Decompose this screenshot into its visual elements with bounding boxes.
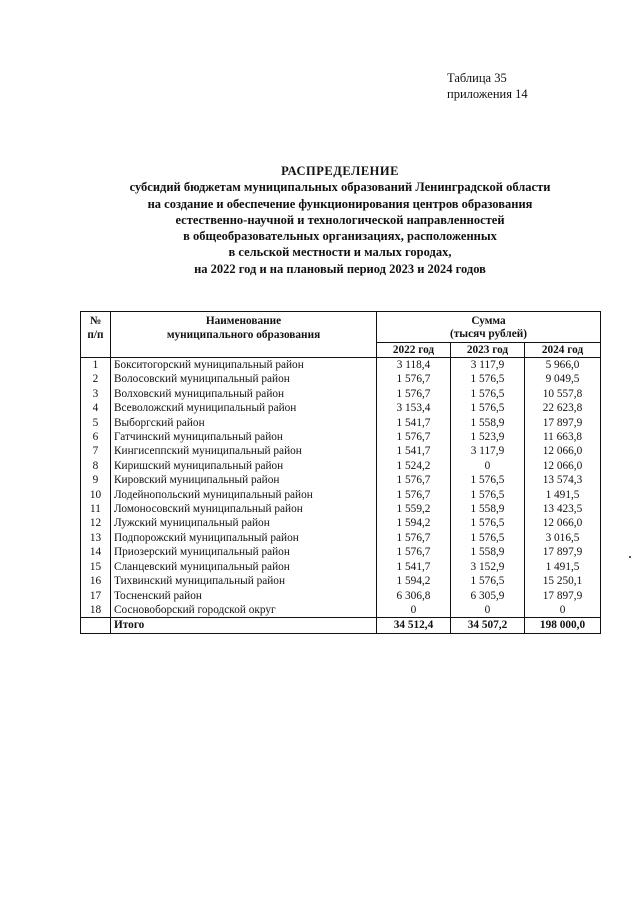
header-name-line1: Наименование [205, 315, 282, 327]
table-row [81, 387, 601, 401]
table-row [81, 574, 601, 588]
row-municipality-name: Приозерский муниципальный район [111, 545, 377, 559]
row-value-2024: 22 623,8 [525, 401, 601, 415]
table-row [81, 502, 601, 516]
table-row [81, 516, 601, 530]
row-municipality-name: Лодейнопольский муниципальный район [111, 488, 377, 502]
row-value-2022: 1 576,7 [377, 488, 451, 502]
header-year-2022: 2022 год [377, 343, 451, 358]
row-municipality-name: Киришский муниципальный район [111, 459, 377, 473]
row-number: 13 [81, 531, 111, 545]
row-municipality-name: Тосненский район [111, 589, 377, 603]
row-value-2023: 1 576,5 [451, 574, 525, 588]
row-value-2023: 1 576,5 [451, 387, 525, 401]
row-value-2024: 17 897,9 [525, 416, 601, 430]
row-value-2022: 0 [377, 603, 451, 618]
row-value-2023: 1 558,9 [451, 416, 525, 430]
row-municipality-name: Тихвинский муниципальный район [111, 574, 377, 588]
row-value-2022: 1 576,7 [377, 531, 451, 545]
table-row [81, 444, 601, 458]
table-reference [447, 70, 528, 102]
reference-appendix-number: приложения 14 [447, 87, 528, 101]
table-row [81, 372, 601, 386]
distribution-table [80, 311, 601, 634]
row-value-2022: 1 541,7 [377, 560, 451, 574]
row-municipality-name: Лужский муниципальный район [111, 516, 377, 530]
row-value-2022: 1 594,2 [377, 516, 451, 530]
table-row [81, 416, 601, 430]
row-municipality-name: Кировский муниципальный район [111, 473, 377, 487]
row-municipality-name: Ломоносовский муниципальный район [111, 502, 377, 516]
row-value-2023: 1 576,5 [451, 401, 525, 415]
row-municipality-name: Всеволожский муниципальный район [111, 401, 377, 415]
row-number: 15 [81, 560, 111, 574]
row-value-2023: 1 576,5 [451, 488, 525, 502]
row-number: 6 [81, 430, 111, 444]
title-heading: РАСПРЕДЕЛЕНИЕ [281, 164, 399, 178]
title-line: на 2022 год и на плановый период 2023 и 2024 годов [194, 261, 486, 276]
table-row [81, 473, 601, 487]
title-line: естественно-научной и технологической направленностей [175, 212, 505, 227]
header-name-line2: муниципального образования [166, 329, 321, 342]
row-value-2022: 1 594,2 [377, 574, 451, 588]
row-value-2024: 1 491,5 [525, 560, 601, 574]
row-value-2023: 1 523,9 [451, 430, 525, 444]
header-number [81, 312, 111, 358]
header-number-abbr: п/п [87, 329, 104, 342]
row-municipality-name: Сланцевский муниципальный район [111, 560, 377, 574]
row-value-2023: 0 [451, 603, 525, 618]
row-number: 14 [81, 545, 111, 559]
table-row [81, 589, 601, 603]
row-number: 10 [81, 488, 111, 502]
row-value-2024: 10 557,8 [525, 387, 601, 401]
title-line: в сельской местности и малых городах, [228, 245, 452, 260]
row-value-2022: 1 576,7 [377, 430, 451, 444]
row-municipality-name: Подпорожский муниципальный район [111, 531, 377, 545]
row-value-2023: 1 576,5 [451, 516, 525, 530]
row-value-2024: 12 066,0 [525, 459, 601, 473]
document-title [80, 163, 600, 277]
row-municipality-name: Волховский муниципальный район [111, 387, 377, 401]
row-value-2024: 13 574,3 [525, 473, 601, 487]
row-value-2022: 3 118,4 [377, 358, 451, 373]
total-2023: 34 507,2 [451, 618, 525, 634]
row-value-2024: 17 897,9 [525, 589, 601, 603]
row-value-2024: 11 663,8 [525, 430, 601, 444]
row-value-2023: 3 152,9 [451, 560, 525, 574]
header-name [111, 312, 377, 358]
row-value-2023: 6 305,9 [451, 589, 525, 603]
total-row [81, 618, 601, 634]
header-sum-line1: Сумма [471, 315, 506, 327]
row-number: 2 [81, 372, 111, 386]
row-number: 16 [81, 574, 111, 588]
row-municipality-name: Гатчинский муниципальный район [111, 430, 377, 444]
total-2022: 34 512,4 [377, 618, 451, 634]
row-value-2024: 9 049,5 [525, 372, 601, 386]
header-number-symbol: № [89, 315, 102, 327]
row-municipality-name: Сосновоборский городской округ [111, 603, 377, 618]
row-value-2023: 3 117,9 [451, 444, 525, 458]
row-number: 1 [81, 358, 111, 373]
row-value-2022: 1 576,7 [377, 545, 451, 559]
row-municipality-name: Кингисеппский муниципальный район [111, 444, 377, 458]
row-number: 7 [81, 444, 111, 458]
row-value-2023: 3 117,9 [451, 358, 525, 373]
table-body [81, 358, 601, 618]
row-value-2024: 12 066,0 [525, 444, 601, 458]
row-municipality-name: Бокситогорский муниципальный район [111, 358, 377, 373]
table-row [81, 531, 601, 545]
row-value-2024: 5 966,0 [525, 358, 601, 373]
row-value-2022: 1 541,7 [377, 416, 451, 430]
row-value-2024: 0 [525, 603, 601, 618]
row-value-2022: 1 576,7 [377, 387, 451, 401]
row-number: 11 [81, 502, 111, 516]
total-number-cell [81, 618, 111, 634]
row-number: 9 [81, 473, 111, 487]
header-sum-line2: (тысяч рублей) [449, 328, 528, 340]
row-value-2024: 1 491,5 [525, 488, 601, 502]
table-row [81, 560, 601, 574]
header-year-2023: 2023 год [451, 343, 525, 358]
row-value-2022: 1 524,2 [377, 459, 451, 473]
row-municipality-name: Выборгский район [111, 416, 377, 430]
row-number: 12 [81, 516, 111, 530]
row-number: 3 [81, 387, 111, 401]
title-line: в общеобразовательных организациях, расположенных [183, 229, 497, 244]
row-number: 18 [81, 603, 111, 618]
row-value-2024: 3 016,5 [525, 531, 601, 545]
row-value-2022: 1 576,7 [377, 473, 451, 487]
row-value-2023: 0 [451, 459, 525, 473]
row-value-2023: 1 558,9 [451, 545, 525, 559]
title-line: на создание и обеспечение функционирования центров образования [147, 196, 533, 211]
row-value-2023: 1 576,5 [451, 473, 525, 487]
row-number: 17 [81, 589, 111, 603]
table-row [81, 488, 601, 502]
row-value-2024: 15 250,1 [525, 574, 601, 588]
total-label: Итого [111, 618, 377, 634]
row-value-2024: 12 066,0 [525, 516, 601, 530]
row-value-2022: 1 541,7 [377, 444, 451, 458]
table-row [81, 603, 601, 618]
row-value-2024: 17 897,9 [525, 545, 601, 559]
table-row [81, 430, 601, 444]
table-row [81, 358, 601, 373]
row-value-2022: 3 153,4 [377, 401, 451, 415]
table-row [81, 459, 601, 473]
row-value-2023: 1 558,9 [451, 502, 525, 516]
header-year-2024: 2024 год [525, 343, 601, 358]
row-value-2023: 1 576,5 [451, 372, 525, 386]
total-2024: 198 000,0 [525, 618, 601, 634]
row-value-2023: 1 576,5 [451, 531, 525, 545]
reference-table-number: Таблица 35 [447, 71, 507, 85]
row-value-2022: 1 559,2 [377, 502, 451, 516]
row-value-2022: 6 306,8 [377, 589, 451, 603]
scan-speck [629, 556, 631, 558]
table-row [81, 401, 601, 415]
title-line: субсидий бюджетам муниципальных образований Ленинградской области [129, 180, 551, 195]
row-number: 4 [81, 401, 111, 415]
row-value-2022: 1 576,7 [377, 372, 451, 386]
row-municipality-name: Волосовский муниципальный район [111, 372, 377, 386]
row-number: 8 [81, 459, 111, 473]
row-number: 5 [81, 416, 111, 430]
table-row [81, 545, 601, 559]
header-sum [377, 312, 601, 343]
row-value-2024: 13 423,5 [525, 502, 601, 516]
